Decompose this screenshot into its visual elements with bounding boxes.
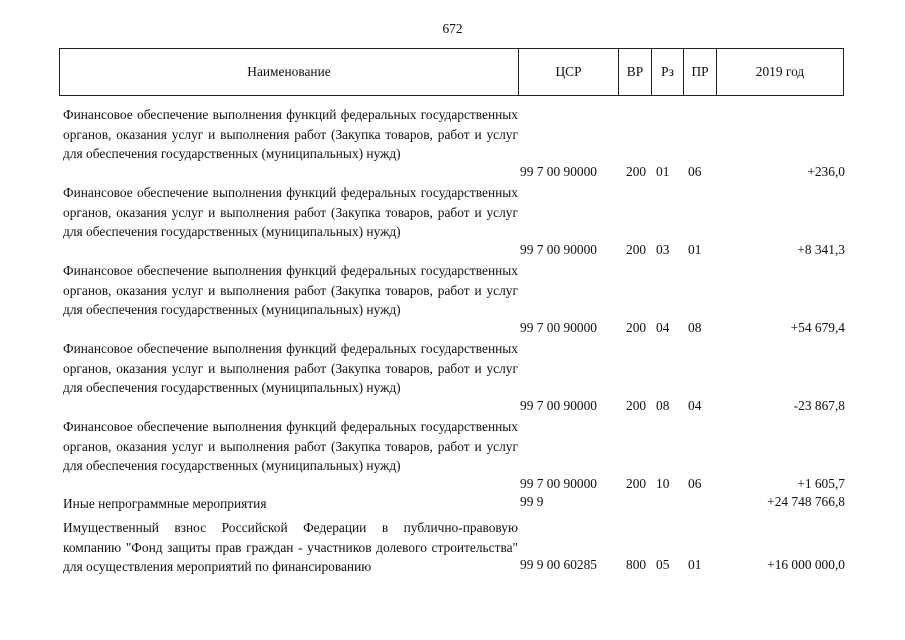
row-rz: 10 [656,475,670,491]
header-vr: ВР [619,49,652,95]
row-vr: 200 [626,163,647,179]
row-csr: 99 7 00 90000 [520,397,597,413]
row-value: +8 341,3 [797,241,845,257]
row-description: Финансовое обеспечение выполнения функций федеральных государственных органов, оказания услуг и выполнения работ (Закупка товаров, работ и услуг для обеспечения государственных (муниципальных) нужд) [63,107,518,161]
row-rz: 05 [656,557,670,572]
row-csr: 99 7 00 90000 [520,319,597,335]
page-number: 672 [442,21,463,36]
row-csr: 99 9 00 60285 [520,557,597,572]
row-value: +24 748 766,8 [767,494,845,509]
header-rz: Рз [652,49,684,95]
header-pr: ПР [684,49,717,95]
row-description: Финансовое обеспечение выполнения функций федеральных государственных органов, оказания услуг и выполнения работ (Закупка товаров, работ и услуг для обеспечения государственных (муниципальных) нужд) [63,341,518,395]
header-csr: ЦСР [519,49,619,95]
row-rz: 08 [656,397,670,413]
row-value: -23 867,8 [793,397,845,413]
row-pr: 01 [688,557,702,572]
row-vr: 200 [626,475,647,491]
row-value: +54 679,4 [790,319,845,335]
row-description: Финансовое обеспечение выполнения функций федеральных государственных органов, оказания услуг и выполнения работ (Закупка товаров, работ и услуг для обеспечения государственных (муниципальных) нужд) [63,185,518,239]
row-pr: 04 [688,397,702,413]
row-vr: 800 [626,557,647,572]
row-rz: 01 [656,163,670,179]
header-name: Наименование [60,49,519,95]
row-csr: 99 7 00 90000 [520,163,597,179]
row-rz: 04 [656,319,670,335]
row-csr: 99 7 00 90000 [520,241,597,257]
row-pr: 06 [688,475,702,491]
row-description: Финансовое обеспечение выполнения функций федеральных государственных органов, оказания услуг и выполнения работ (Закупка товаров, работ и услуг для обеспечения государственных (муниципальных) нужд) [63,419,518,473]
row-pr: 01 [688,241,702,257]
row-pr: 06 [688,163,702,179]
row-vr: 200 [626,397,647,413]
row-value: +16 000 000,0 [767,557,845,572]
row-vr: 200 [626,241,647,257]
row-description: Иные непрограммные мероприятия [63,496,267,511]
row-value: +1 605,7 [797,475,845,491]
row-rz: 03 [656,241,670,257]
row-value: +236,0 [807,163,845,179]
header-year: 2019 год [755,64,805,79]
row-pr: 08 [688,319,702,335]
row-vr: 200 [626,319,647,335]
table-header [59,48,844,96]
row-description: Финансовое обеспечение выполнения функций федеральных государственных органов, оказания услуг и выполнения работ (Закупка товаров, работ и услуг для обеспечения государственных (муниципальных) нужд) [63,263,518,317]
row-csr: 99 9 [520,494,544,509]
row-csr: 99 7 00 90000 [520,475,597,491]
row-description: Имущественный взнос Российской Федерации в публично-правовую компанию "Фонд защиты прав граждан - участников долевого строительства" для осуществления мероприятий по финансированию [63,520,518,574]
